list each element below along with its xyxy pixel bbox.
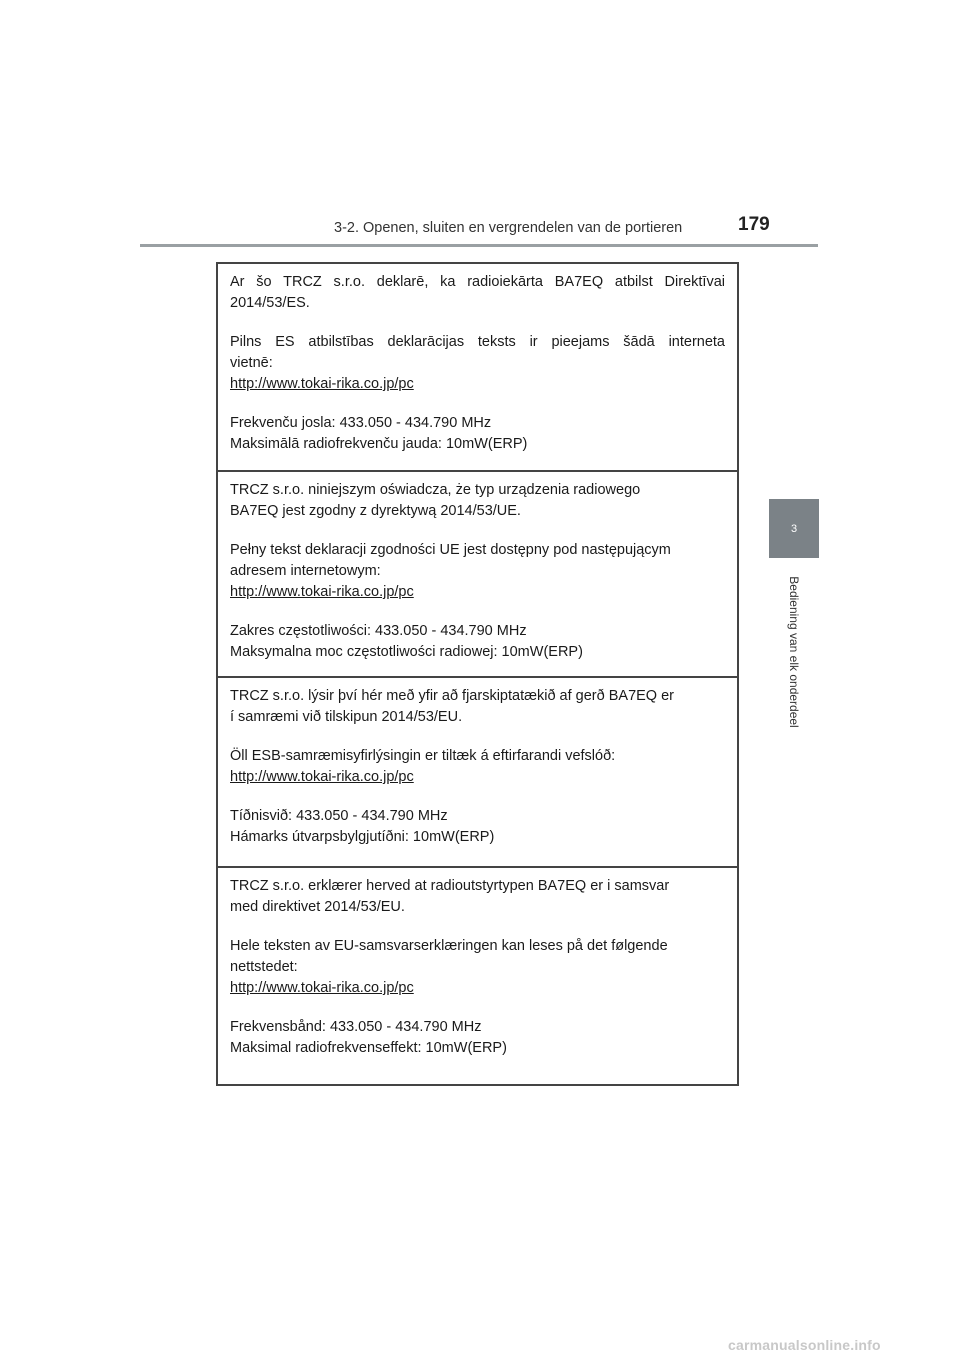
- site-watermark: carmanualsonline.info: [728, 1337, 881, 1353]
- max-power: Maksymalna moc częstotliwości radiowej: 10mW(ERP): [230, 644, 583, 660]
- statement-line: í samræmi við tilskipun 2014/53/EU.: [230, 709, 463, 725]
- availability-line: adresem internetowym:: [230, 563, 381, 579]
- max-power: Maksimal radiofrekvenseffekt: 10mW(ERP): [230, 1040, 507, 1056]
- max-power: Hámarks útvarpsbylgjutíðni: 10mW(ERP): [230, 829, 495, 845]
- declaration-polish: [218, 470, 737, 676]
- max-power: Maksimālā radiofrekvenču jauda: 10mW(ERP): [230, 436, 528, 452]
- availability-line: nettstedet:: [230, 959, 298, 975]
- statement-line: TRCZ s.r.o. erklærer herved at radioutstyrtypen BA7EQ er i samsvar: [230, 878, 670, 894]
- declaration-url-link[interactable]: http://www.tokai-rika.co.jp/pc: [230, 584, 414, 600]
- declaration-table: [216, 262, 739, 1086]
- statement-line: BA7EQ jest zgodny z dyrektywą 2014/53/UE.: [230, 503, 521, 519]
- frequency-band: Frekvensbånd: 433.050 - 434.790 MHz: [230, 1019, 482, 1035]
- chapter-number: 3: [790, 522, 798, 535]
- frequency-band: Tíðnisvið: 433.050 - 434.790 MHz: [230, 808, 448, 824]
- declaration-url-link[interactable]: http://www.tokai-rika.co.jp/pc: [230, 980, 414, 996]
- chapter-label: Bediening van elk onderdeel: [787, 576, 801, 728]
- availability-line: Pełny tekst deklaracji zgodności UE jest dostępny pod następującym: [230, 542, 671, 558]
- declaration-latvian: [218, 264, 737, 470]
- chapter-tab[interactable]: [769, 499, 819, 558]
- statement-line: TRCZ s.r.o. lýsir því hér með yfir að fjarskiptatækið af gerð BA7EQ er: [230, 688, 675, 704]
- declaration-url-link[interactable]: http://www.tokai-rika.co.jp/pc: [230, 769, 414, 785]
- header-divider: [140, 244, 818, 247]
- declaration-url-link[interactable]: http://www.tokai-rika.co.jp/pc: [230, 376, 414, 392]
- availability-line: Pilns ES atbilstības deklarācijas teksts ir pieejams šādā interneta: [230, 334, 725, 350]
- statement-line: TRCZ s.r.o. niniejszym oświadcza, że typ urządzenia radiowego: [230, 482, 641, 498]
- declaration-icelandic: [218, 676, 737, 866]
- availability-line: vietnē:: [230, 355, 273, 371]
- statement-line: 2014/53/ES.: [230, 295, 310, 311]
- section-title: 3-2. Openen, sluiten en vergrendelen van de portieren: [334, 220, 683, 236]
- frequency-band: Zakres częstotliwości: 433.050 - 434.790 MHz: [230, 623, 527, 639]
- availability-line: Hele teksten av EU-samsvarserklæringen kan leses på det følgende: [230, 938, 668, 954]
- statement-line: med direktivet 2014/53/EU.: [230, 899, 405, 915]
- frequency-band: Frekvenču josla: 433.050 - 434.790 MHz: [230, 415, 492, 431]
- page-number: 179: [738, 214, 770, 235]
- statement-line: Ar šo TRCZ s.r.o. deklarē, ka radioiekārta BA7EQ atbilst Direktīvai: [230, 274, 725, 290]
- availability-line: Öll ESB-samræmisyfirlýsingin er tiltæk á eftirfarandi vefslóð:: [230, 748, 616, 764]
- declaration-norwegian: [218, 866, 737, 1084]
